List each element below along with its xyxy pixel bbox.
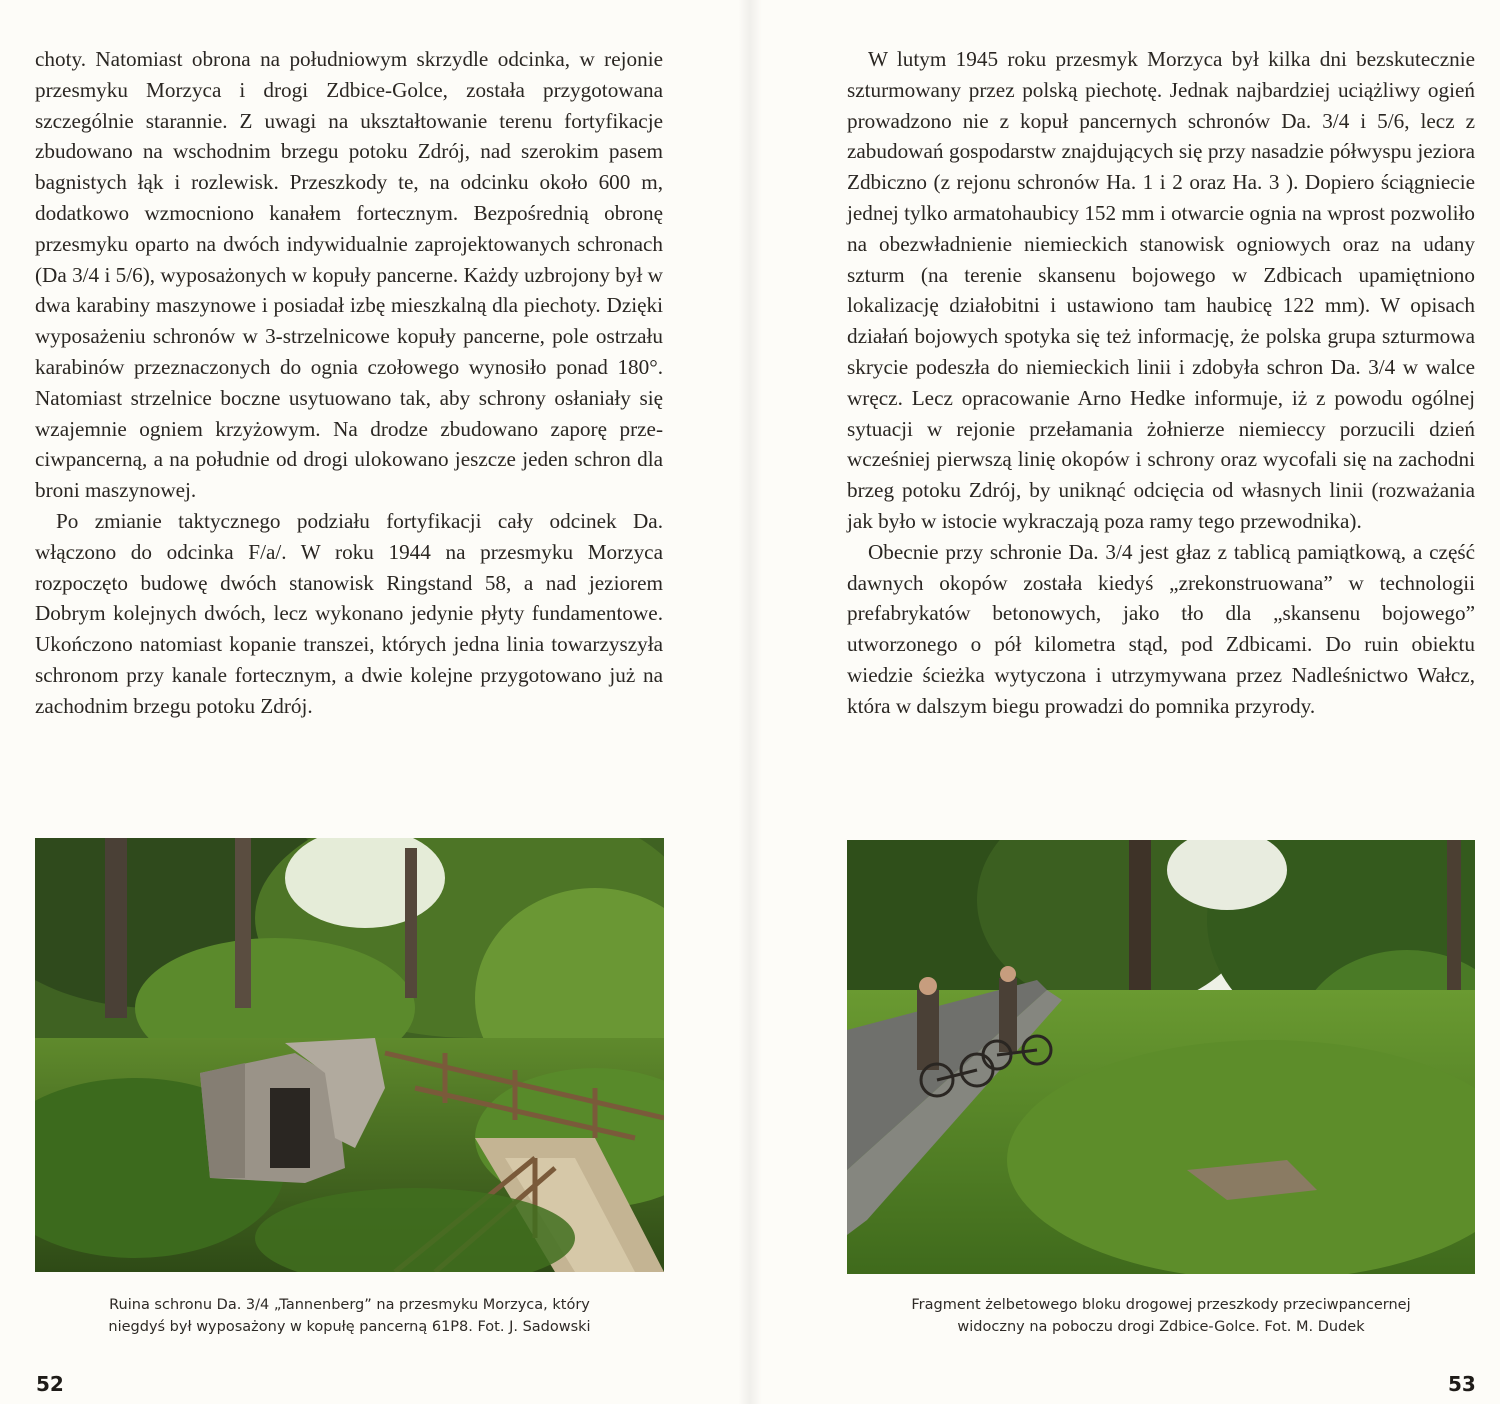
right-paragraph-2: Obecnie przy schronie Da. 3/4 jest głaz z tablicą pamiątkową, a część dawnych okopów została kiedyś „zrekonstruowana” w technologii prefabrykatów betonowych, jako tło dla „skansenu bojowego” utworzonego o pół kilometra stąd, pod Zdbicami. Do ruin obiektu wiedzie ścieżka wytyczona i utrzymywana przez Nadleśnictwo Wałcz, która w dalszym biegu prowadzi do pomnika przyrody.	[847, 539, 1475, 718]
right-page	[750, 0, 1500, 1404]
roadside-barrier-photo	[847, 840, 1475, 1274]
left-caption-line-2: niegdyś był wyposażony w kopułę pancerną 61P8. Fot. J. Sadowski	[108, 1319, 591, 1335]
left-body-text	[35, 44, 663, 722]
left-paragraph-1: choty. Natomiast obrona na południowym skrzydle odcinka, w rejonie przesmyku Morzyca i drogi Zdbice-Golce, została przygotowana szczególnie starannie. Z uwagi na ukształtowanie terenu fortyfikacje zbudowano na wschodnim brzegu potoku Zdrój, nad szerokim pasem bagnistych łąk i rozlewisk. Przeszkody te, na odcinku około 600 m, dodatkowo wzmocniono kanałem fortecznym. Bezpośrednią obronę przesmyku oparto na dwóch indywidualnie zaprojektowanych schronach (Da 3/4 i 5/6), wyposażonych w kopuły pancerne. Każdy uzbrojony był w dwa karabiny maszynowe i posiadał izbę mieszkalną dla piechoty. Dzięki wyposażeniu schronów w 3-strzelnicowe kopuły pancerne, pole ostrzału karabinów przeznaczonych do ognia czołowego wynosiło ponad 180°. Natomiast strzelnice boczne usytuowano tak, aby schrony osłaniały się wzajemnie ogniem krzyżowym. Na drodze zbudowano zaporę przeciwpancerną, a na południe od drogi ulokowano jeszcze jeden schron dla broni maszynowej.	[35, 47, 663, 503]
left-paragraph-2: Po zmianie taktycznego podziału fortyfikacji cały odcinek Da. włączono do odcinka F/a/. W roku 1944 na przesmyku Morzyca rozpoczęto budowę dwóch stanowisk Ringstand 58, a nad jeziorem Dobrym kolejnych dwóch, lecz wykonano jedynie płyty fundamentowe. Ukończono natomiast kopanie transzei, których jedna linia towarzyszyła schronom przy kanale fortecznym, a dwie kolejne przygotowano już na zachodnim brzegu potoku Zdrój.	[35, 508, 663, 718]
right-photo-caption	[847, 1294, 1475, 1338]
page-number-right: 53	[1448, 1372, 1476, 1396]
left-photo-caption	[35, 1294, 664, 1338]
right-body-text	[847, 44, 1475, 722]
right-caption-line-1: Fragment żelbetowego bloku drogowej przeszkody przeciwpancernej	[911, 1297, 1411, 1313]
bunker-ruin-photo	[35, 838, 664, 1272]
right-paragraph-1: W lutym 1945 roku przesmyk Morzyca był kilka dni bezskutecznie szturmowany przez polską piechotę. Jednak najbardziej uciążliwy ogień prowadzono nie z kopuł pancernych schronów Da. 3/4 i 5/6, lecz z zabudowań gospodarstw znajdujących się przy nasadzie półwyspu jeziora Zdbiczno (z rejonu schronów Ha. 1 i 2 oraz Ha. 3 ). Dopiero ściągniecie jednej tylko armatohaubicy 152 mm i otwarcie ognia na wprost pozwoliło na obezwładnienie niemieckich stanowisk ogniowych oraz na udany szturm (na terenie skansenu bojowego w Zdbicach upamiętniono lokalizację działobitni i ustawiono tam haubicę 122 mm). W opisach działań bojowych spotyka się też informację, że polska grupa szturmowa skrycie podeszła do niemieckich linii i zdobyła schron Da. 3/4 w walce wręcz. Lecz opracowanie Arno Hedke informuje, iż z powodu ogólnej sytuacji w rejonie przełamania żołnierze niemieccy porzucili dzień wcześniej pierwszą linię okopów i schrony oraz wycofali się na zachodni brzeg potoku Zdrój, by uniknąć odcięcia od własnych linii (rozważania jak było w istocie wykraczają poza ramy tego przewodnika).	[847, 47, 1475, 533]
left-caption-line-1: Ruina schronu Da. 3/4 „Tannenberg” na przesmyku Morzyca, który	[109, 1297, 590, 1313]
right-caption-line-2: widoczny na poboczu drogi Zdbice-Golce. Fot. M. Dudek	[957, 1319, 1365, 1335]
page-number-left: 52	[36, 1372, 64, 1396]
